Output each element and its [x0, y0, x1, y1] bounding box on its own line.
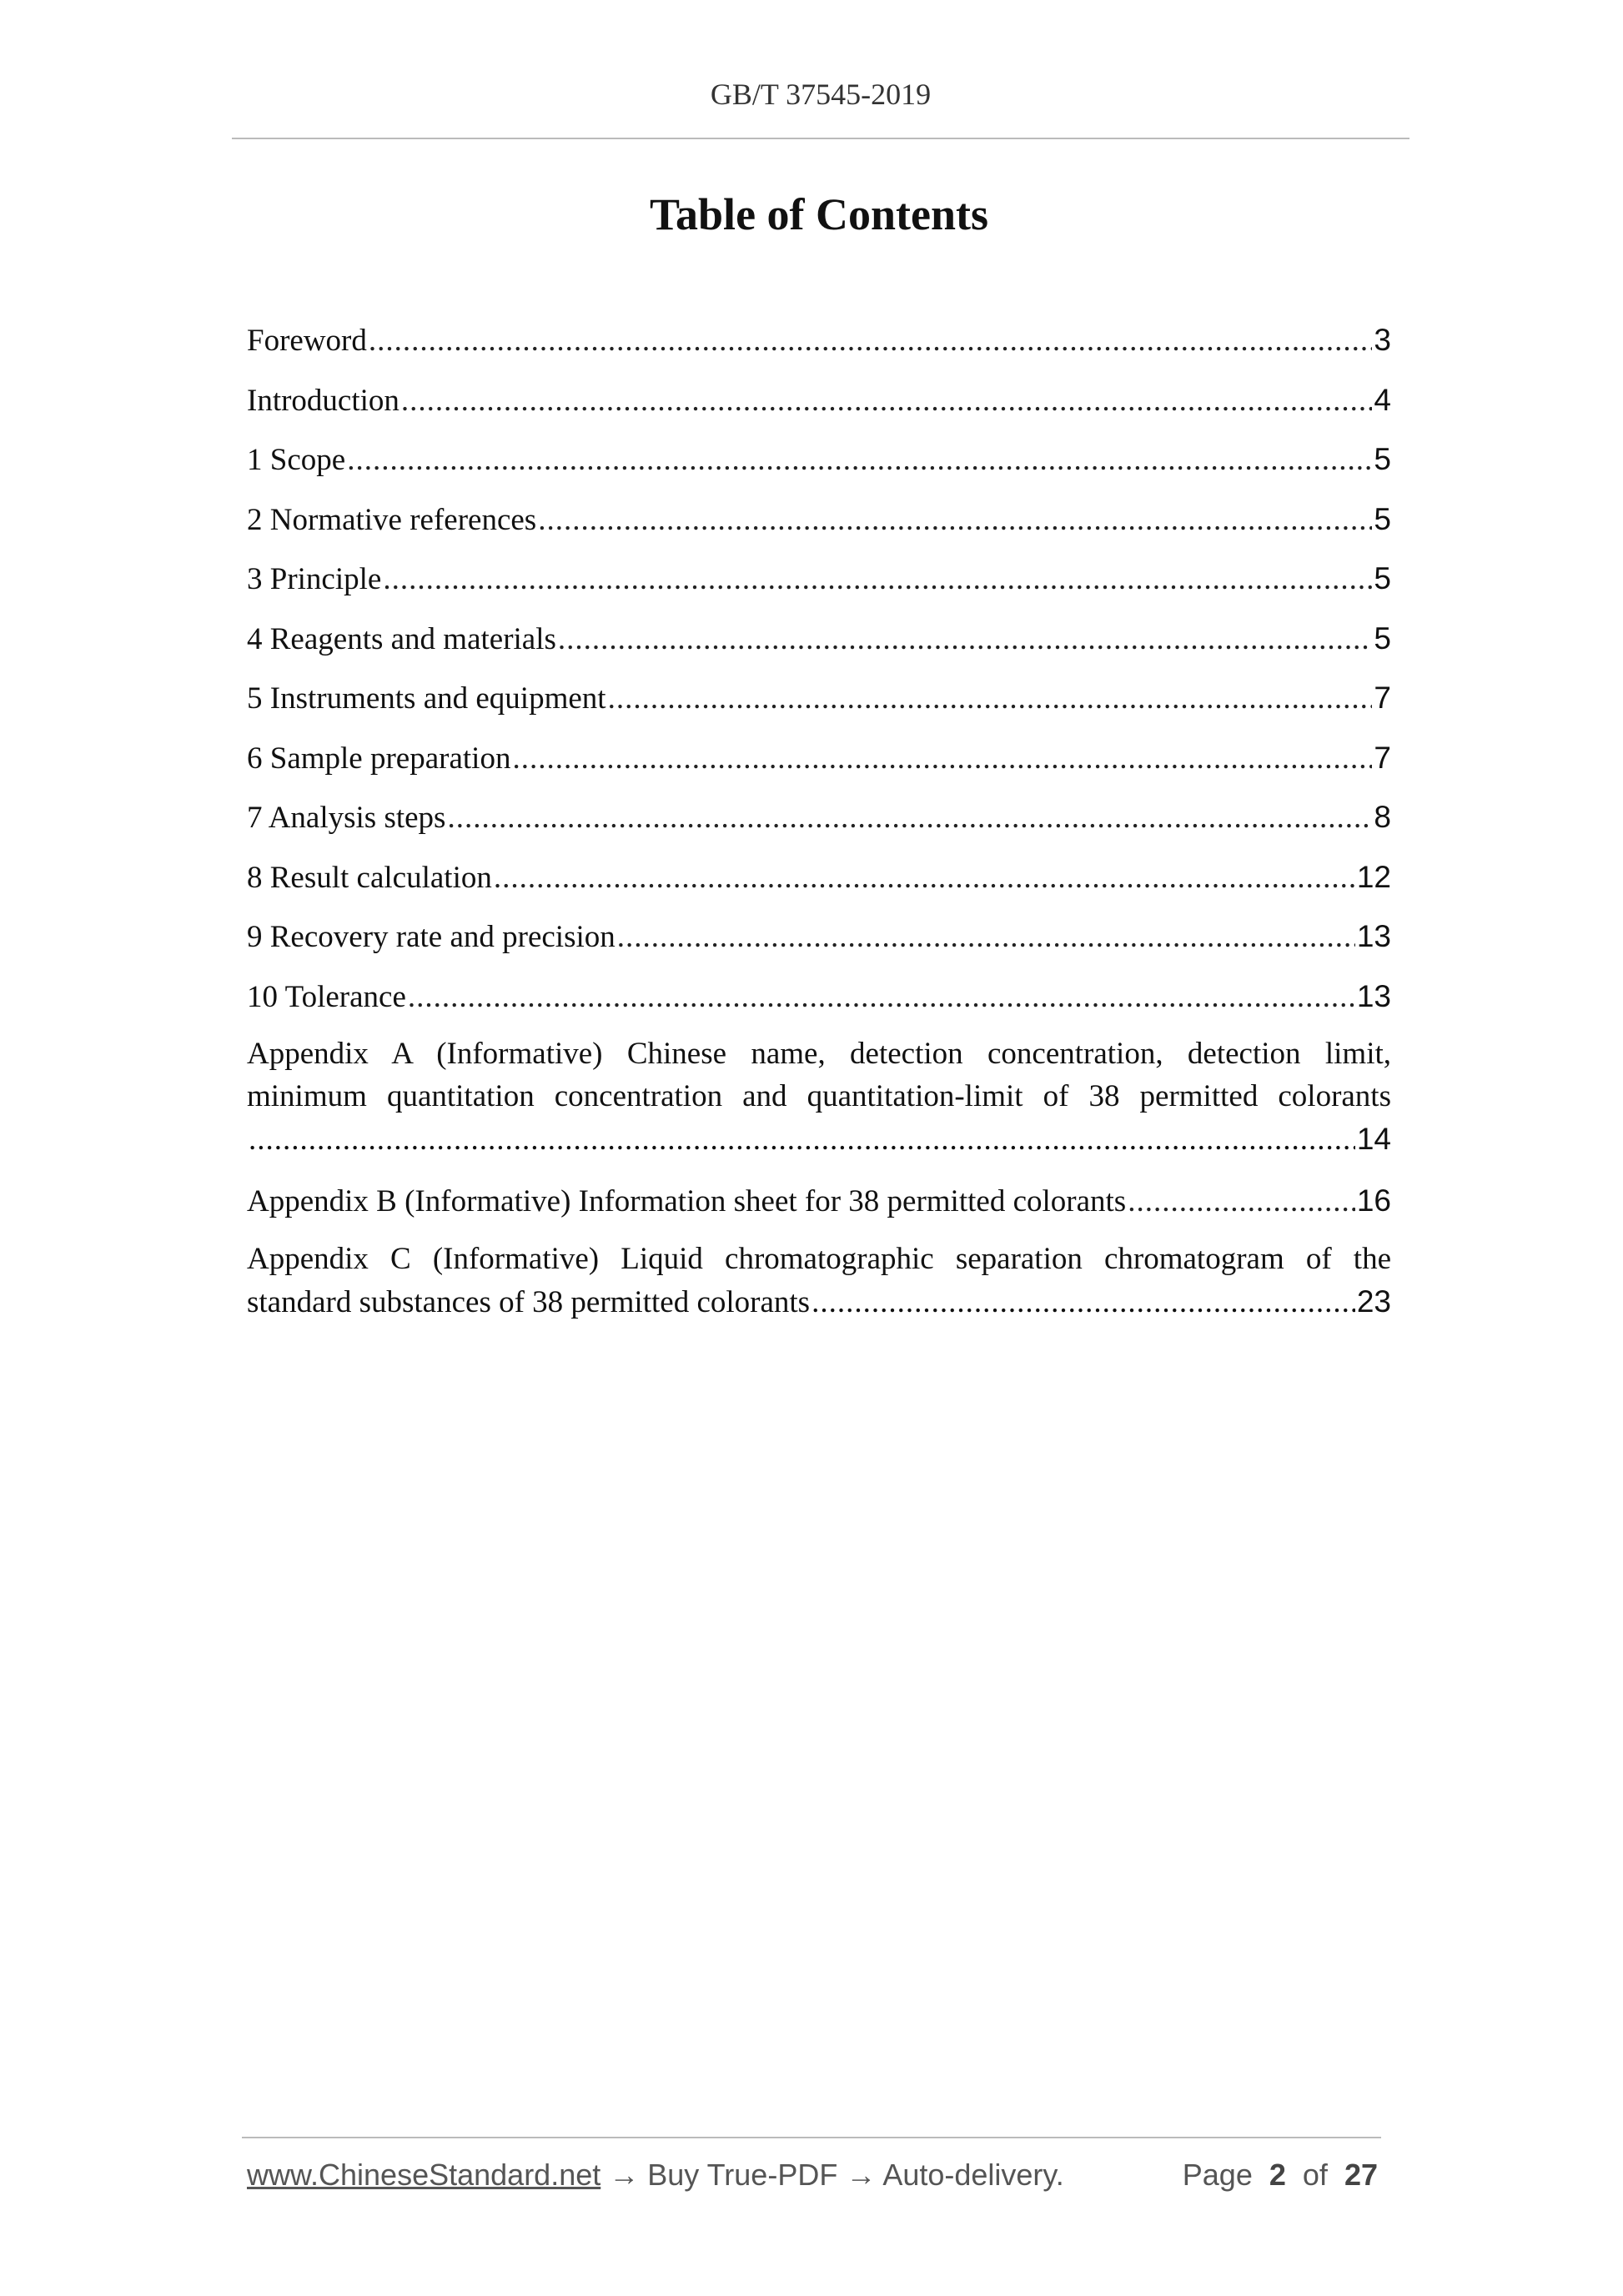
dot-leader [383, 555, 1372, 605]
toc-entry-page: 13 [1356, 978, 1391, 1013]
toc-entry-reagents[interactable] [247, 614, 1391, 674]
toc-entry-page: 12 [1356, 859, 1391, 894]
toc-entry-foreword[interactable] [247, 315, 1391, 375]
toc-entry-label: 9 Recovery rate and precision [247, 920, 616, 954]
dot-leader [608, 674, 1373, 724]
table-of-contents [247, 315, 1391, 1339]
toc-entry-label-line: Appendix C (Informative) Liquid chromatographic separation chromatogram of the [247, 1241, 1391, 1276]
toc-entry-principle[interactable] [247, 554, 1391, 614]
toc-entry-label: 4 Reagents and materials [247, 621, 556, 656]
toc-entry-page: 5 [1374, 442, 1391, 476]
toc-entry-label: Foreword [247, 324, 367, 358]
dot-leader [512, 734, 1372, 784]
toc-entry-page: 5 [1374, 620, 1391, 656]
toc-entry-label: 7 Analysis steps [247, 801, 446, 835]
toc-entry-leader-line [247, 1118, 1391, 1161]
page-word: Page [1182, 2158, 1253, 2192]
toc-entry-page: 3 [1374, 323, 1391, 357]
toc-entry-label: 3 Principle [247, 562, 382, 596]
dot-leader [249, 1118, 1355, 1161]
page-title: Table of Contents [649, 189, 989, 239]
current-page: 2 [1269, 2158, 1286, 2192]
toc-entry-tolerance[interactable] [247, 972, 1391, 1032]
toc-entry-page: 16 [1356, 1183, 1391, 1218]
toc-entry-label: 5 Instruments and equipment [247, 681, 606, 716]
toc-entry-page: 5 [1374, 561, 1391, 595]
toc-entry-page: 8 [1374, 800, 1391, 834]
toc-entry-label-line: minimum quantitation concentration and quantitation-limit of 38 permitted colorants [247, 1079, 1391, 1113]
toc-entry-label: 8 Result calculation [247, 860, 492, 895]
dot-leader [369, 316, 1373, 366]
toc-entry-label-line: Appendix A (Informative) Chinese name, detection concentration, detection limit, [247, 1037, 1391, 1071]
toc-entry-label: 10 Tolerance [247, 979, 406, 1014]
toc-entry-appendix-c[interactable] [247, 1238, 1391, 1324]
toc-entry-leader-line [247, 1280, 1391, 1324]
dot-leader [812, 1281, 1355, 1324]
toc-entry-result-calculation[interactable] [247, 852, 1391, 912]
footer-divider [242, 2137, 1381, 2138]
toc-entry-normative-references[interactable] [247, 495, 1391, 555]
toc-entry-scope[interactable] [247, 435, 1391, 495]
of-word: of [1302, 2158, 1328, 2192]
dot-leader [558, 615, 1373, 665]
toc-entry-page: 5 [1374, 501, 1391, 536]
toc-entry-page: 23 [1356, 1284, 1391, 1319]
toc-entry-appendix-b[interactable] [247, 1176, 1391, 1236]
website-link[interactable]: www.ChineseStandard.net [247, 2158, 601, 2192]
dot-leader [494, 853, 1355, 903]
footer-tagline: → Buy True-PDF → Auto-delivery. [600, 2158, 1064, 2192]
dot-leader [617, 912, 1355, 962]
toc-entry-label: 2 Normative references [247, 502, 537, 537]
dot-leader [538, 495, 1372, 545]
dot-leader [408, 972, 1355, 1022]
dot-leader [401, 376, 1373, 426]
toc-entry-instruments[interactable] [247, 673, 1391, 733]
toc-entry-page: 7 [1374, 681, 1391, 715]
toc-entry-page: 4 [1374, 382, 1391, 417]
total-pages: 27 [1344, 2158, 1378, 2192]
page-number [1183, 2158, 1378, 2193]
header-divider [232, 138, 1409, 139]
dot-leader [1128, 1177, 1355, 1227]
toc-entry-label: 1 Scope [247, 443, 346, 477]
toc-entry-analysis-steps[interactable] [247, 792, 1391, 852]
dot-leader [347, 435, 1372, 485]
page-footer [247, 2158, 1378, 2193]
toc-entry-sample-preparation[interactable] [247, 733, 1391, 793]
toc-entry-appendix-a[interactable] [247, 1032, 1391, 1161]
toc-entry-label: 6 Sample preparation [247, 741, 511, 776]
dot-leader [447, 793, 1372, 843]
toc-entry-label: Introduction [247, 383, 399, 418]
document-code-header: GB/T 37545-2019 [710, 78, 932, 111]
toc-entry-page: 7 [1374, 740, 1391, 775]
toc-entry-page: 13 [1356, 919, 1391, 953]
toc-entry-label: standard substances of 38 permitted colorants [247, 1284, 811, 1319]
toc-entry-page: 14 [1356, 1122, 1391, 1156]
toc-entry-introduction[interactable] [247, 375, 1391, 435]
toc-entry-label: Appendix B (Informative) Information sheet for 38 permitted colorants [247, 1184, 1127, 1218]
toc-entry-recovery-rate[interactable] [247, 912, 1391, 972]
footer-promo [247, 2158, 1064, 2193]
